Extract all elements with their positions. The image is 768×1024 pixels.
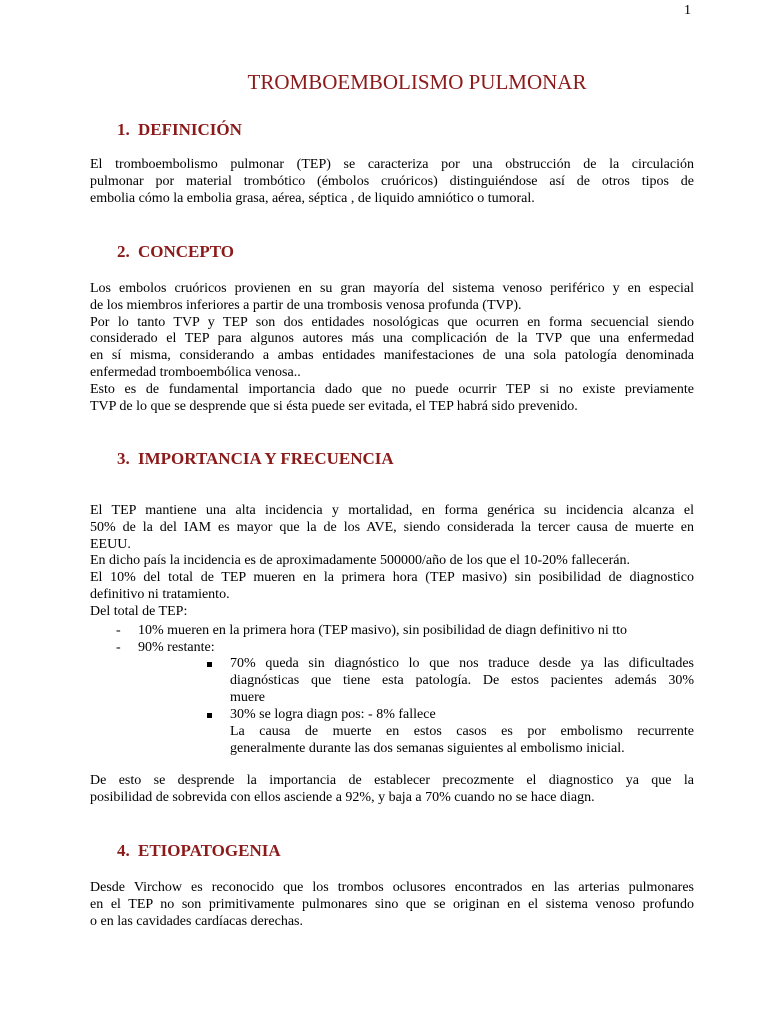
paragraph-importancia — [90, 503, 694, 621]
section-title: DEFINICIÓN — [138, 120, 242, 139]
text-line: 70% queda sin diagnóstico lo que nos traduce desde ya las dificultades — [230, 656, 694, 671]
section-title: ETIOPATOGENIA — [138, 841, 281, 860]
section-number: 2. — [117, 242, 130, 261]
text-line: diagnósticas que tiene esta patología. De estos pacientes además 30% — [230, 672, 694, 688]
sublist-item-text — [230, 656, 694, 706]
list-marker: - — [116, 623, 121, 638]
section-title: IMPORTANCIA Y FRECUENCIA — [138, 449, 394, 468]
text-line: Esto es de fundamental importancia dado que no puede ocurrir TEP si no existe previamente — [90, 381, 694, 397]
square-bullet-icon — [207, 713, 212, 718]
text-line: considerado el TEP para algunos autores más una complicación de la TVP que una enfermedad — [90, 331, 694, 347]
text-line: de los miembros inferiores a partir de una trombosis venosa profunda (TVP). — [90, 297, 522, 313]
text-line: posibilidad de sobrevida con ellos asciende a 92%, y baja a 70% cuando no se hace diagn. — [90, 789, 595, 805]
text-line: Desde Virchow es reconocido que los trombos oclusores encontrados en las arterias pulmonares — [90, 880, 694, 895]
section-title: CONCEPTO — [138, 242, 235, 261]
list-item-text: 10% mueren en la primera hora (TEP masivo), sin posibilidad de diagn definitivo ni tto — [138, 623, 627, 638]
text-line: Del total de TEP: — [90, 603, 188, 619]
square-bullet-icon — [207, 662, 212, 667]
section-number: 1. — [117, 120, 130, 139]
list-item — [116, 640, 215, 657]
section-heading-importancia — [117, 449, 394, 469]
text-line: La causa de muerte en estos casos es por embolismo recurrente — [230, 723, 694, 739]
text-line: 30% se logra diagn pos: - 8% fallece — [230, 707, 436, 722]
section-heading-definicion — [117, 120, 242, 140]
paragraph-definicion — [90, 157, 694, 207]
text-line: enfermedad tromboembólica venosa.. — [90, 364, 301, 380]
list-item-text: 90% restante: — [138, 640, 215, 655]
sublist-item-text — [230, 707, 694, 757]
page-number: 1 — [684, 3, 691, 18]
text-line: En dicho país la incidencia es de aproximadamente 500000/año de los que el 10-20% fallecerán. — [90, 553, 630, 569]
paragraph-concepto — [90, 281, 694, 415]
text-line: Los embolos cruóricos provienen en su gran mayoría del sistema venoso periférico y en especial — [90, 281, 694, 296]
list-marker: - — [116, 640, 121, 655]
text-line: o en las cavidades cardíacas derechas. — [90, 913, 303, 929]
text-line: generalmente durante las dos semanas siguientes al embolismo inicial. — [230, 740, 625, 756]
text-line: TVP de lo que se desprende que si ésta puede ser evitada, el TEP habrá sido prevenido. — [90, 398, 578, 414]
text-line: 50% de la del IAM es mayor que la de los AVE, siendo considerada la tercer causa de muerte en — [90, 519, 694, 535]
document-title: TROMBOEMBOLISMO PULMONAR — [247, 70, 587, 94]
text-line: muere — [230, 689, 265, 705]
paragraph-etiopatogenia — [90, 880, 694, 930]
text-line: definitivo ni tratamiento. — [90, 586, 230, 602]
list-item — [116, 623, 627, 640]
paragraph-importancia-closing — [90, 773, 694, 807]
text-line: De esto se desprende la importancia de establecer precozmente el diagnostico ya que la — [90, 773, 694, 788]
section-heading-concepto — [117, 242, 234, 262]
text-line: El TEP mantiene una alta incidencia y mortalidad, en forma genérica su incidencia alcanza el — [90, 503, 694, 518]
section-number: 3. — [117, 449, 130, 468]
section-number: 4. — [117, 841, 130, 860]
text-line: El tromboembolismo pulmonar (TEP) se caracteriza por una obstrucción de la circulación — [90, 157, 694, 172]
text-line: El 10% del total de TEP mueren en la primera hora (TEP masivo) sin posibilidad de diagnostico — [90, 570, 694, 586]
text-line: Por lo tanto TVP y TEP son dos entidades nosológicas que ocurren en forma secuencial siendo — [90, 314, 694, 330]
section-heading-etiopatogenia — [117, 841, 281, 861]
text-line: embolia cómo la embolia grasa, aérea, séptica , de liquido amniótico o tumoral. — [90, 190, 535, 206]
text-line: en el TEP no son primitivamente pulmonares sino que se originan en el sistema venoso profundo — [90, 896, 694, 912]
text-line: EEUU. — [90, 536, 131, 552]
text-line: en sí misma, considerando a ambas entidades manifestaciones de una sola patología denominada — [90, 348, 694, 364]
text-line: pulmonar por material trombótico (émbolos cruóricos) distinguiéndose así de otros tipos de — [90, 173, 694, 189]
